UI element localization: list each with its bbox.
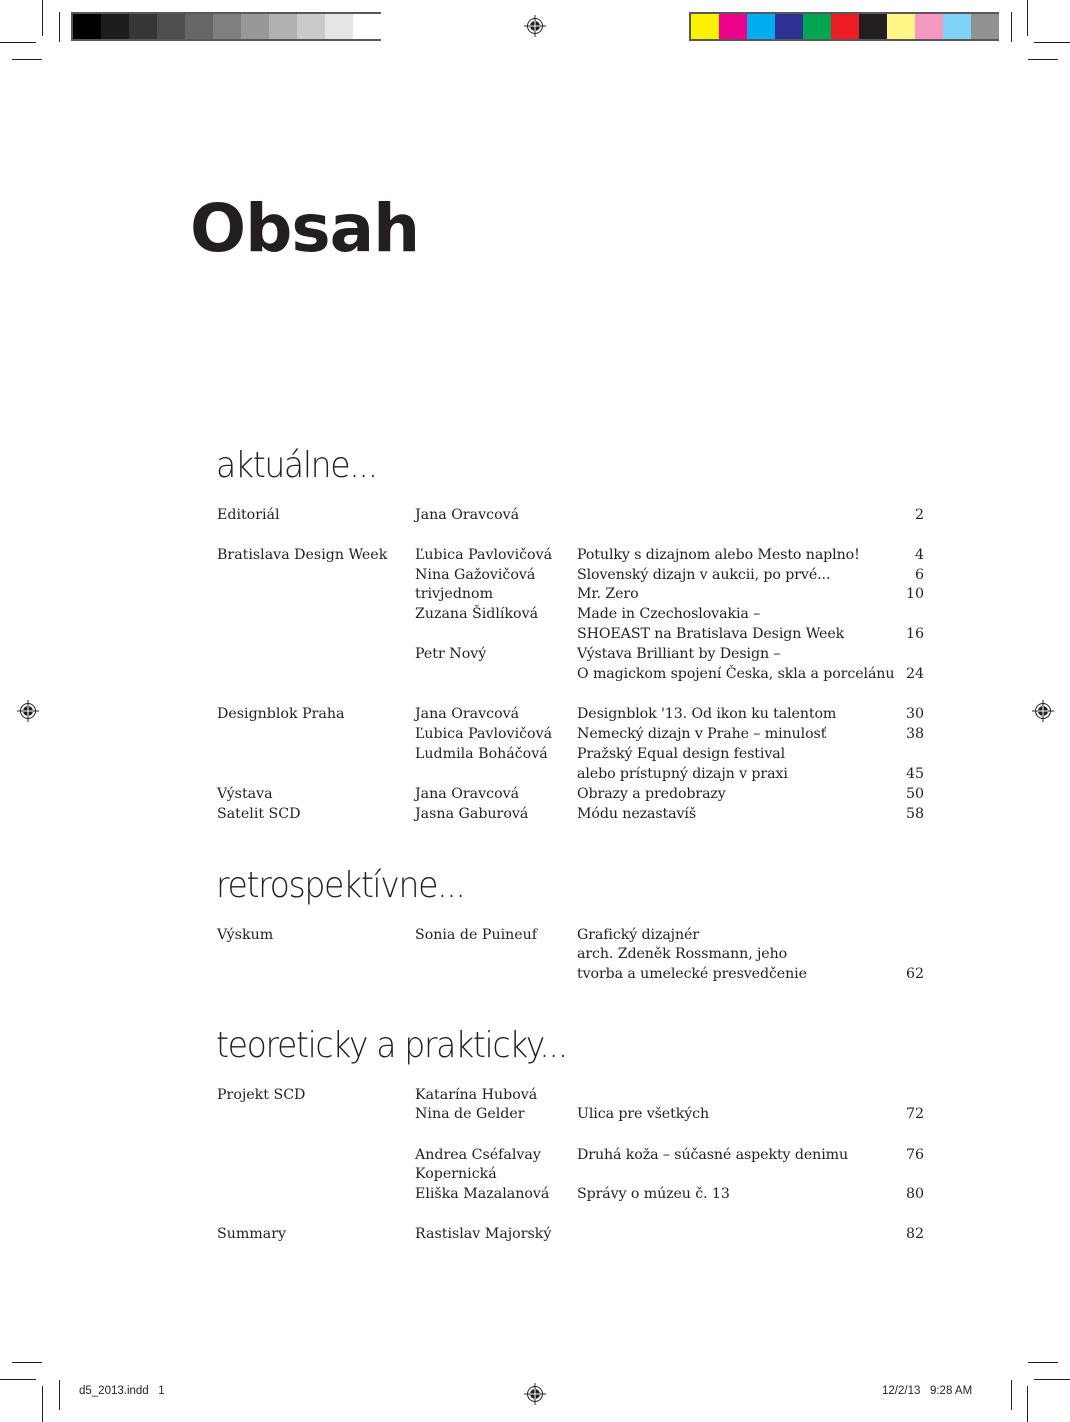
toc-author: Jana Oravcová (415, 786, 520, 802)
toc-row (217, 545, 924, 565)
toc-category: Bratislava Design Week (217, 547, 388, 563)
toc-page-number: 2 (914, 507, 924, 523)
color-swatch (157, 14, 185, 39)
crop-mark (1027, 0, 1028, 36)
toc-row (217, 1224, 924, 1244)
toc-row (217, 584, 924, 604)
color-swatch (943, 14, 971, 39)
toc-author: Zuzana Šidlíková (415, 606, 539, 622)
toc-row (217, 505, 924, 525)
toc-page-number: 58 (905, 806, 924, 822)
crop-mark (1027, 1386, 1028, 1422)
toc-article-title: Ulica pre všetkých (577, 1106, 710, 1122)
toc-author: Ľubica Pavlovičová (415, 547, 553, 563)
toc-row (217, 1104, 924, 1124)
section-heading: retrospektívne... (216, 865, 465, 906)
toc-author: Ľubica Pavlovičová (415, 726, 553, 742)
section-heading: teoreticky a prakticky... (216, 1025, 567, 1066)
toc-category: Projekt SCD (217, 1087, 306, 1103)
toc-category: Summary (217, 1226, 287, 1242)
toc-row (217, 944, 924, 964)
crop-mark (1011, 1380, 1012, 1410)
toc-row (217, 784, 924, 804)
color-swatch (831, 14, 859, 39)
toc-category: Výskum (217, 927, 274, 943)
toc-author: Nina de Gelder (415, 1106, 525, 1122)
toc-article-title: alebo prístupný dizajn v praxi (577, 766, 788, 782)
toc-article-title: Výstava Brilliant by Design – (577, 646, 781, 662)
toc-article-title: arch. Zdeněk Rossmann, jeho (577, 946, 788, 962)
toc-page-number: 82 (905, 1226, 924, 1242)
crop-mark (0, 1379, 36, 1380)
color-swatch (129, 14, 157, 39)
toc-author: Andrea Cséfalvay (415, 1147, 541, 1163)
toc-page-number: 10 (905, 586, 924, 602)
color-swatch (691, 14, 719, 39)
toc-row (217, 644, 924, 664)
toc-author: Jana Oravcová (415, 706, 520, 722)
grayscale-color-bar (71, 12, 381, 41)
color-swatch (971, 14, 999, 39)
toc-category: Satelit SCD (217, 806, 301, 822)
color-swatch (353, 14, 381, 39)
crop-mark (59, 1380, 60, 1410)
toc-row (217, 604, 924, 624)
toc-article-title: Druhá koža – súčasné aspekty denimu (577, 1147, 849, 1163)
toc-page-number: 16 (905, 626, 924, 642)
toc-row (217, 565, 924, 585)
crop-mark (1028, 59, 1058, 60)
toc-page-number: 80 (905, 1186, 924, 1202)
color-swatch (297, 14, 325, 39)
crop-mark (59, 12, 60, 42)
toc-article-title: Grafický dizajnér (577, 927, 699, 943)
color-swatch (747, 14, 775, 39)
toc-article-title: Nemecký dizajn v Prahe – minulosť (577, 726, 827, 742)
toc-page-number: 62 (905, 966, 924, 982)
toc-row (217, 744, 924, 764)
color-swatch (325, 14, 353, 39)
toc-page-number: 24 (905, 666, 924, 682)
toc-row (217, 925, 924, 945)
crop-mark (1028, 1362, 1058, 1363)
crop-mark (12, 59, 42, 60)
toc-page-number: 6 (914, 567, 924, 583)
color-swatch (803, 14, 831, 39)
toc-row (217, 804, 924, 824)
toc-row (217, 1184, 924, 1204)
toc-row (217, 964, 924, 984)
toc-page-number: 4 (914, 547, 924, 563)
toc-article-title: O magickom spojení Česka, skla a porcelánu (577, 666, 895, 682)
toc-author: Jasna Gaburová (415, 806, 529, 822)
toc-author: trivjednom (415, 586, 494, 602)
toc-author: Rastislav Majorský (415, 1226, 552, 1242)
toc-article-title: Made in Czechoslovakia – (577, 606, 761, 622)
toc-author: Ludmila Boháčová (415, 746, 548, 762)
color-swatch (887, 14, 915, 39)
toc-row (217, 764, 924, 784)
color-swatch (185, 14, 213, 39)
toc-article-title: Správy o múzeu č. 13 (577, 1186, 730, 1202)
toc-row (217, 1085, 924, 1105)
color-swatch (73, 14, 101, 39)
slug-datetime: 12/2/13 9:28 AM (882, 1385, 973, 1397)
toc-author: Sonia de Puineuf (415, 927, 538, 943)
toc-article-title: Módu nezastavíš (577, 806, 697, 822)
toc-article-title: tvorba a umelecké presvedčenie (577, 966, 807, 982)
section-heading: aktuálne... (216, 445, 377, 486)
toc-article-title: Slovenský dizajn v aukcii, po prvé... (577, 567, 831, 583)
registration-mark-icon (17, 700, 39, 722)
toc-page-number: 38 (905, 726, 924, 742)
toc-row (217, 1145, 924, 1165)
page-title: Obsah (190, 190, 420, 267)
toc-author: Eliška Mazalanová (415, 1186, 550, 1202)
process-color-bar (689, 12, 999, 41)
toc-author: Kopernická (415, 1166, 497, 1182)
crop-mark (1034, 42, 1070, 43)
toc-page-number: 45 (905, 766, 924, 782)
toc-author: Jana Oravcová (415, 507, 520, 523)
crop-mark (1034, 1379, 1070, 1380)
color-swatch (719, 14, 747, 39)
color-swatch (269, 14, 297, 39)
color-swatch (101, 14, 129, 39)
toc-category: Výstava (217, 786, 273, 802)
color-swatch (241, 14, 269, 39)
color-swatch (213, 14, 241, 39)
toc-page-number: 72 (905, 1106, 924, 1122)
toc-author: Petr Nový (415, 646, 487, 662)
toc-category: Editoriál (217, 507, 280, 523)
crop-mark (0, 42, 36, 43)
registration-mark-icon (524, 15, 546, 37)
color-swatch (859, 14, 887, 39)
toc-article-title: SHOEAST na Bratislava Design Week (577, 626, 845, 642)
toc-page-number: 50 (905, 786, 924, 802)
crop-mark (1011, 12, 1012, 42)
crop-mark (42, 1386, 43, 1422)
toc-row (217, 724, 924, 744)
toc-author: Katarína Hubová (415, 1087, 538, 1103)
color-swatch (915, 14, 943, 39)
toc-category: Designblok Praha (217, 706, 345, 722)
color-swatch (775, 14, 803, 39)
slug-filename: d5_2013.indd 1 (79, 1385, 165, 1397)
toc-row (217, 1164, 924, 1184)
toc-row (217, 624, 924, 644)
crop-mark (12, 1362, 42, 1363)
toc-page-number: 30 (905, 706, 924, 722)
registration-mark-icon (524, 1383, 546, 1405)
crop-mark (42, 0, 43, 36)
toc-article-title: Pražský Equal design festival (577, 746, 786, 762)
toc-row (217, 704, 924, 724)
toc-article-title: Mr. Zero (577, 586, 639, 602)
registration-mark-icon (1032, 700, 1054, 722)
toc-page-number: 76 (905, 1147, 924, 1163)
toc-author: Nina Gažovičová (415, 567, 536, 583)
toc-article-title: Potulky s dizajnom alebo Mesto naplno! (577, 547, 860, 563)
toc-row (217, 664, 924, 684)
toc-article-title: Obrazy a predobrazy (577, 786, 726, 802)
toc-article-title: Designblok '13. Od ikon ku talentom (577, 706, 837, 722)
